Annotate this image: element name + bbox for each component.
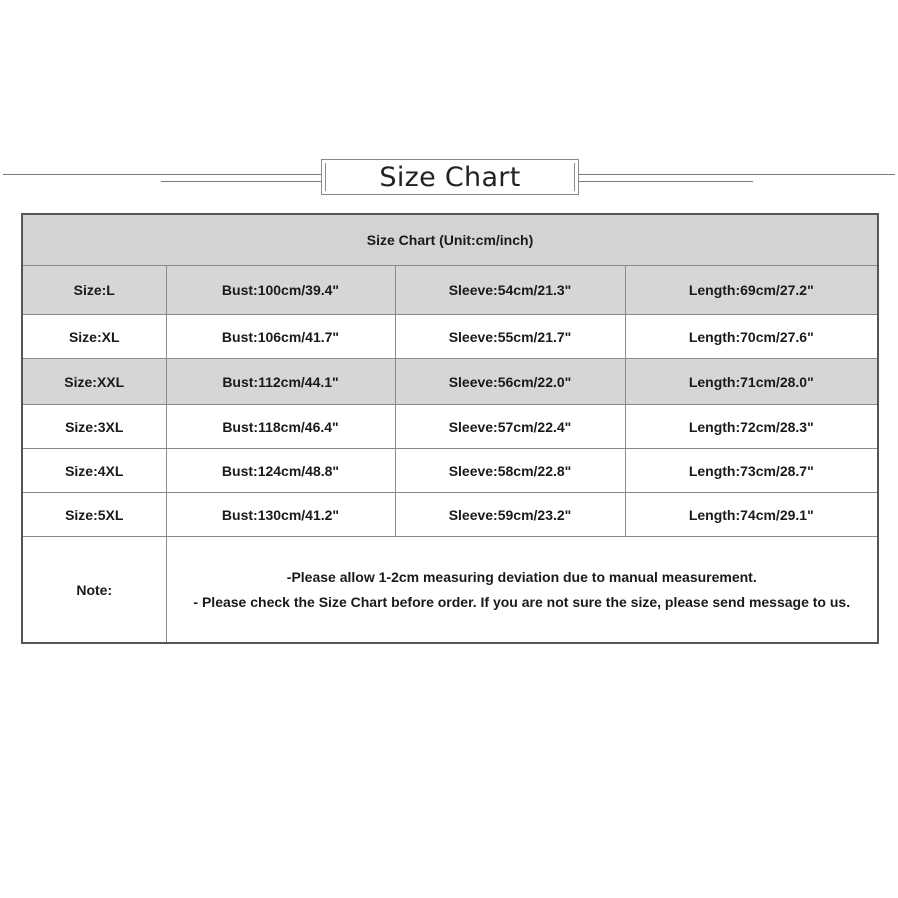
bust-cell: Bust:118cm/46.4" <box>166 405 395 449</box>
bust-cell: Bust:124cm/48.8" <box>166 449 395 493</box>
size-cell: Size:5XL <box>22 493 166 537</box>
size-cell: Size:3XL <box>22 405 166 449</box>
note-label: Note: <box>22 537 166 644</box>
sleeve-cell: Sleeve:54cm/21.3" <box>395 266 625 315</box>
size-cell: Size:4XL <box>22 449 166 493</box>
length-cell: Length:69cm/27.2" <box>625 266 878 315</box>
title-box <box>321 159 579 195</box>
size-cell: Size:XL <box>22 315 166 359</box>
length-cell: Length:71cm/28.0" <box>625 359 878 405</box>
header-rule-right-bottom <box>579 181 753 182</box>
table-row <box>22 315 878 359</box>
sleeve-cell: Sleeve:58cm/22.8" <box>395 449 625 493</box>
note-line: - Please check the Size Chart before order. If you are not sure the size, please send message to us. <box>193 593 851 610</box>
table-row <box>22 493 878 537</box>
table-row <box>22 359 878 405</box>
header-rule-left-bottom <box>161 181 321 182</box>
size-table <box>21 213 879 644</box>
bust-cell: Bust:130cm/41.2" <box>166 493 395 537</box>
size-cell: Size:XXL <box>22 359 166 405</box>
header-rule-right-top <box>579 174 895 175</box>
bust-cell: Bust:106cm/41.7" <box>166 315 395 359</box>
length-cell: Length:73cm/28.7" <box>625 449 878 493</box>
table-row <box>22 449 878 493</box>
note-content <box>166 537 878 644</box>
sleeve-cell: Sleeve:57cm/22.4" <box>395 405 625 449</box>
length-cell: Length:70cm/27.6" <box>625 315 878 359</box>
note-line: -Please allow 1-2cm measuring deviation due to manual measurement. <box>286 568 757 585</box>
header-rule-left-top <box>3 174 321 175</box>
bust-cell: Bust:100cm/39.4" <box>166 266 395 315</box>
length-cell: Length:74cm/29.1" <box>625 493 878 537</box>
sleeve-cell: Sleeve:59cm/23.2" <box>395 493 625 537</box>
bust-cell: Bust:112cm/44.1" <box>166 359 395 405</box>
sleeve-cell: Sleeve:56cm/22.0" <box>395 359 625 405</box>
table-row <box>22 266 878 315</box>
note-row <box>22 537 878 644</box>
length-cell: Length:72cm/28.3" <box>625 405 878 449</box>
table-caption-row <box>22 214 878 266</box>
table-row <box>22 405 878 449</box>
sleeve-cell: Sleeve:55cm/21.7" <box>395 315 625 359</box>
page-title: Size Chart <box>379 161 521 193</box>
table-caption: Size Chart (Unit:cm/inch) <box>22 214 878 266</box>
size-cell: Size:L <box>22 266 166 315</box>
